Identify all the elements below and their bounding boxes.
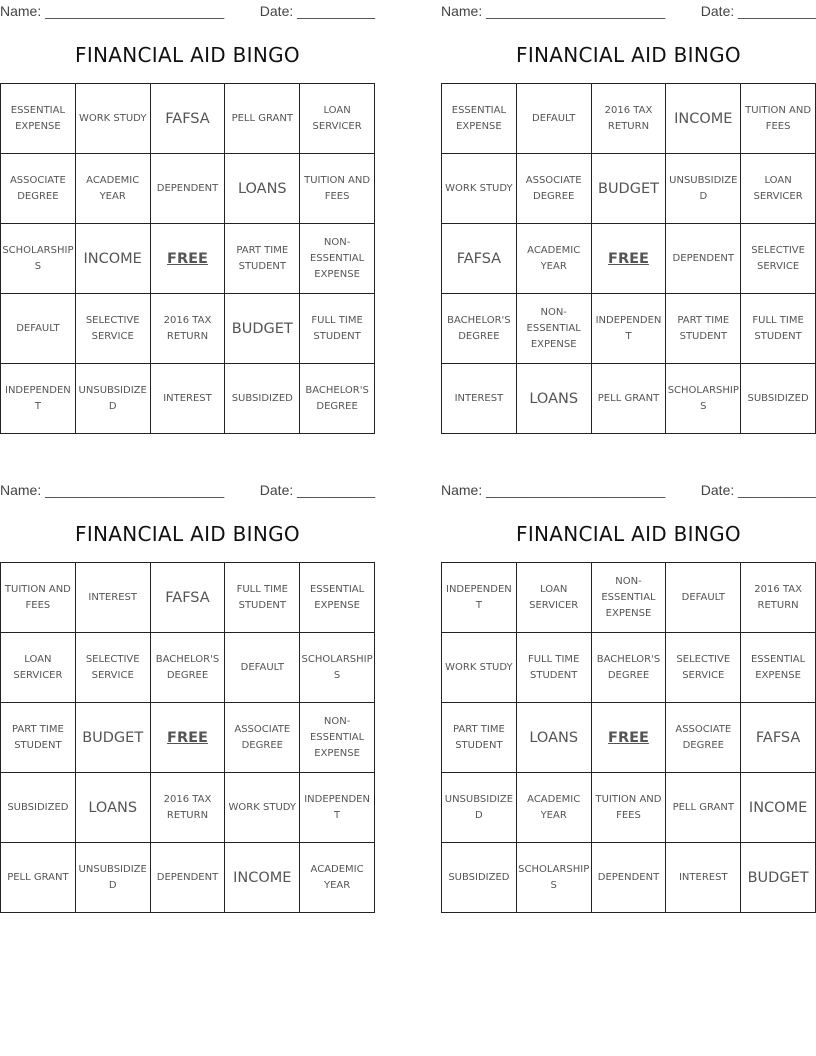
bingo-cell: LOANS [517, 364, 592, 434]
bingo-cell: PELL GRANT [1, 843, 76, 913]
bingo-cell: PART TIME STUDENT [442, 703, 517, 773]
bingo-cell: ACADEMIC YEAR [300, 843, 375, 913]
date-field: Date: __________ [700, 482, 816, 498]
bingo-cell: NON-ESSENTIAL EXPENSE [300, 224, 375, 294]
bingo-cell: FAFSA [442, 224, 517, 294]
bingo-cell: INCOME [76, 224, 151, 294]
card-title: FINANCIAL AID BINGO [516, 522, 741, 546]
bingo-cell: FAFSA [151, 563, 226, 633]
bingo-cell: BUDGET [592, 154, 667, 224]
free-space: FREE [592, 224, 667, 294]
bingo-cell: DEPENDENT [592, 843, 667, 913]
bingo-cell: ESSENTIAL EXPENSE [1, 84, 76, 154]
bingo-cell: FAFSA [741, 703, 816, 773]
card-title: FINANCIAL AID BINGO [75, 43, 300, 67]
bingo-cell: ASSOCIATE DEGREE [225, 703, 300, 773]
bingo-cell: LOANS [517, 703, 592, 773]
bingo-cell: SCHOLARSHIPS [666, 364, 741, 434]
bingo-cell: WORK STUDY [225, 773, 300, 843]
bingo-cell: DEPENDENT [151, 843, 226, 913]
bingo-cell: UNSUBSIDIZED [666, 154, 741, 224]
bingo-cell: FAFSA [151, 84, 226, 154]
card-title: FINANCIAL AID BINGO [75, 522, 300, 546]
bingo-cell: ASSOCIATE DEGREE [1, 154, 76, 224]
bingo-cell: SELECTIVE SERVICE [76, 633, 151, 703]
bingo-cell: DEFAULT [225, 633, 300, 703]
bingo-cell: WORK STUDY [442, 633, 517, 703]
bingo-cell: DEFAULT [517, 84, 592, 154]
bingo-cell: INDEPENDENT [1, 364, 76, 434]
name-field: Name: _______________________ [441, 3, 666, 19]
bingo-cell: PELL GRANT [592, 364, 667, 434]
bingo-card [0, 479, 375, 913]
bingo-cell: ESSENTIAL EXPENSE [741, 633, 816, 703]
bingo-card [441, 479, 816, 913]
bingo-cell: PART TIME STUDENT [1, 703, 76, 773]
bingo-cell: INTEREST [151, 364, 226, 434]
bingo-cell: ASSOCIATE DEGREE [666, 703, 741, 773]
bingo-grid [441, 83, 816, 434]
bingo-cell: INTEREST [666, 843, 741, 913]
bingo-cell: ESSENTIAL EXPENSE [300, 563, 375, 633]
bingo-grid [0, 562, 375, 913]
bingo-cell: TUITION AND FEES [592, 773, 667, 843]
bingo-cell: 2016 TAX RETURN [151, 294, 226, 364]
bingo-cell: SUBSIDIZED [741, 364, 816, 434]
bingo-cell: FULL TIME STUDENT [225, 563, 300, 633]
free-space: FREE [592, 703, 667, 773]
date-field: Date: __________ [259, 3, 375, 19]
bingo-cell: PELL GRANT [225, 84, 300, 154]
bingo-cell: SELECTIVE SERVICE [666, 633, 741, 703]
bingo-card [0, 0, 375, 434]
free-space: FREE [151, 703, 226, 773]
bingo-cell: 2016 TAX RETURN [592, 84, 667, 154]
card-title: FINANCIAL AID BINGO [516, 43, 741, 67]
bingo-cell: ESSENTIAL EXPENSE [442, 84, 517, 154]
bingo-cell: DEFAULT [666, 563, 741, 633]
bingo-cell: UNSUBSIDIZED [76, 364, 151, 434]
date-field: Date: __________ [700, 3, 816, 19]
bingo-cell: FULL TIME STUDENT [300, 294, 375, 364]
bingo-cell: WORK STUDY [76, 84, 151, 154]
bingo-cell: SCHOLARSHIPS [300, 633, 375, 703]
bingo-cell: ACADEMIC YEAR [517, 224, 592, 294]
bingo-cell: NON-ESSENTIAL EXPENSE [517, 294, 592, 364]
name-field: Name: _______________________ [0, 482, 225, 498]
free-space: FREE [151, 224, 226, 294]
bingo-cell: INTEREST [76, 563, 151, 633]
bingo-cell: BACHELOR'S DEGREE [442, 294, 517, 364]
bingo-cell: TUITION AND FEES [1, 563, 76, 633]
bingo-cell: NON-ESSENTIAL EXPENSE [592, 563, 667, 633]
bingo-cell: BACHELOR'S DEGREE [592, 633, 667, 703]
bingo-cell: INDEPENDENT [592, 294, 667, 364]
bingo-cell: SUBSIDIZED [442, 843, 517, 913]
bingo-cell: INCOME [666, 84, 741, 154]
bingo-cell: DEFAULT [1, 294, 76, 364]
bingo-cell: PART TIME STUDENT [225, 224, 300, 294]
bingo-cell: INDEPENDENT [300, 773, 375, 843]
bingo-cell: INTEREST [442, 364, 517, 434]
bingo-grid [441, 562, 816, 913]
bingo-cell: FULL TIME STUDENT [741, 294, 816, 364]
bingo-cell: 2016 TAX RETURN [151, 773, 226, 843]
bingo-cell: ASSOCIATE DEGREE [517, 154, 592, 224]
bingo-cell: BUDGET [741, 843, 816, 913]
bingo-cell: BUDGET [76, 703, 151, 773]
bingo-cell: ACADEMIC YEAR [76, 154, 151, 224]
bingo-cell: BACHELOR'S DEGREE [300, 364, 375, 434]
bingo-cell: WORK STUDY [442, 154, 517, 224]
bingo-cell: FULL TIME STUDENT [517, 633, 592, 703]
bingo-card [441, 0, 816, 434]
bingo-grid [0, 83, 375, 434]
bingo-cell: LOAN SERVICER [1, 633, 76, 703]
bingo-cell: 2016 TAX RETURN [741, 563, 816, 633]
bingo-cell: NON-ESSENTIAL EXPENSE [300, 703, 375, 773]
name-field: Name: _______________________ [0, 3, 225, 19]
name-field: Name: _______________________ [441, 482, 666, 498]
bingo-cell: INCOME [225, 843, 300, 913]
bingo-cell: LOAN SERVICER [300, 84, 375, 154]
bingo-cell: SUBSIDIZED [1, 773, 76, 843]
bingo-cell: SCHOLARSHIPS [1, 224, 76, 294]
bingo-cell: LOAN SERVICER [741, 154, 816, 224]
bingo-cell: SUBSIDIZED [225, 364, 300, 434]
bingo-cell: SCHOLARSHIPS [517, 843, 592, 913]
bingo-cell: INCOME [741, 773, 816, 843]
bingo-cell: ACADEMIC YEAR [517, 773, 592, 843]
bingo-cell: LOANS [225, 154, 300, 224]
bingo-cell: BUDGET [225, 294, 300, 364]
bingo-cell: TUITION AND FEES [300, 154, 375, 224]
bingo-cell: INDEPENDENT [442, 563, 517, 633]
bingo-cell: PART TIME STUDENT [666, 294, 741, 364]
bingo-cell: BACHELOR'S DEGREE [151, 633, 226, 703]
bingo-cell: UNSUBSIDIZED [76, 843, 151, 913]
bingo-cell: DEPENDENT [151, 154, 226, 224]
date-field: Date: __________ [259, 482, 375, 498]
bingo-cell: LOAN SERVICER [517, 563, 592, 633]
bingo-cell: DEPENDENT [666, 224, 741, 294]
bingo-cell: UNSUBSIDIZED [442, 773, 517, 843]
bingo-cell: LOANS [76, 773, 151, 843]
bingo-cell: TUITION AND FEES [741, 84, 816, 154]
bingo-cell: SELECTIVE SERVICE [76, 294, 151, 364]
bingo-cell: PELL GRANT [666, 773, 741, 843]
bingo-cell: SELECTIVE SERVICE [741, 224, 816, 294]
